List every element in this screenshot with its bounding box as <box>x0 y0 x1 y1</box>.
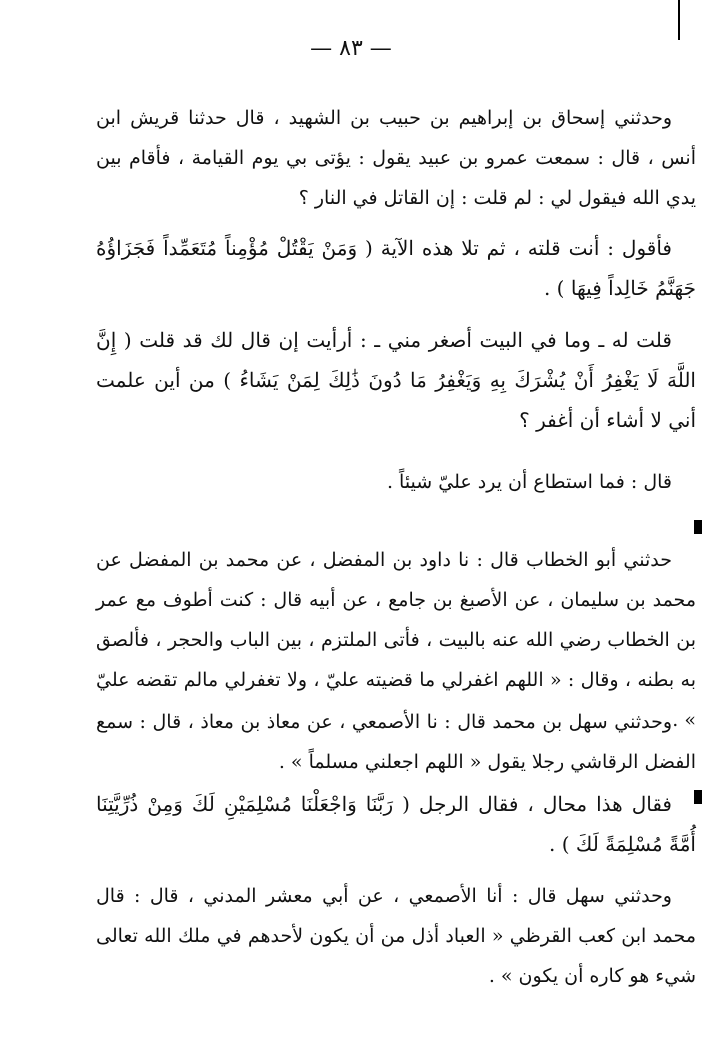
scan-edge-line <box>678 0 680 40</box>
paragraph-text: قلت له ـ وما في البيت أصغر مني ـ : أرأيت إن قال لك قد قلت ( إِنَّ اللَّهَ لَا يَغْفِرُ أَنْ يُشْرَكَ بِهِ وَيَغْفِرُ مَا دُونَ ذَٰلِكَ لِمَنْ يَشَاءُ ) من أين علمت أني لا أشاء أن أغفر ؟ <box>96 328 696 432</box>
paragraph-text: حدثني أبو الخطاب قال : نا داود بن المفضل ، عن محمد بن المفضل عن محمد بن سليمان ، عن الأصبغ بن جامع ، عن أبيه قال : كنت أطوف مع عمر بن الخطاب رضي الله عنه بالبيت ، فأتى الملتزم ، بين الباب والحجر ، فألصق به بطنه ، وقال : « اللهم اغفرلي ما قضيته عليّ ، ولا تغفرلي مالم تقضه عليّ » . <box>96 549 696 731</box>
paragraph <box>96 876 696 996</box>
paragraph <box>96 702 696 782</box>
paragraph <box>96 98 696 218</box>
paragraph <box>96 228 696 308</box>
scan-edge-mark <box>694 520 702 534</box>
paragraph <box>96 784 696 864</box>
paragraph <box>96 462 696 502</box>
paragraph-text: وحدثني سهل بن محمد قال : نا الأصمعي ، عن معاذ بن معاذ ، قال : سمع الفضل الرقاشي رجلا يقول « اللهم اجعلني مسلماً » . <box>96 711 696 773</box>
paragraph <box>96 320 696 440</box>
paragraph-text: فقال هذا محال ، فقال الرجل ( رَبَّنَا وَاجْعَلْنَا مُسْلِمَيْنِ لَكَ وَمِنْ ذُرِّيَّتِنَا أُمَّةً مُسْلِمَةً لَكَ ) . <box>96 792 696 856</box>
page-number: — ٨٣ — <box>310 36 392 61</box>
paragraph-text: وحدثني سهل قال : أنا الأصمعي ، عن أبي معشر المدني ، قال : قال محمد ابن كعب القرظي « العباد أذل من أن يكون لأحدهم في ملك الله تعالى شيء هو كاره أن يكون » . <box>96 885 696 987</box>
paragraph-text: فأقول : أنت قلته ، ثم تلا هذه الآية ( وَمَنْ يَقْتُلْ مُؤْمِناً مُتَعَمِّداً فَجَزَاؤُهُ جَهَنَّمُ خَالِداً فِيهَا ) . <box>96 236 696 300</box>
paragraph-text: وحدثني إسحاق بن إبراهيم بن حبيب بن الشهيد ، قال حدثنا قريش ابن أنس ، قال : سمعت عمرو بن عبيد يقول : يؤتى بي يوم القيامة ، فأقام بين يدي الله فيقول لي : لم قلت : إن القاتل في النار ؟ <box>96 107 696 209</box>
paragraph-text: قال : فما استطاع أن يرد عليّ شيئاً . <box>386 471 672 493</box>
